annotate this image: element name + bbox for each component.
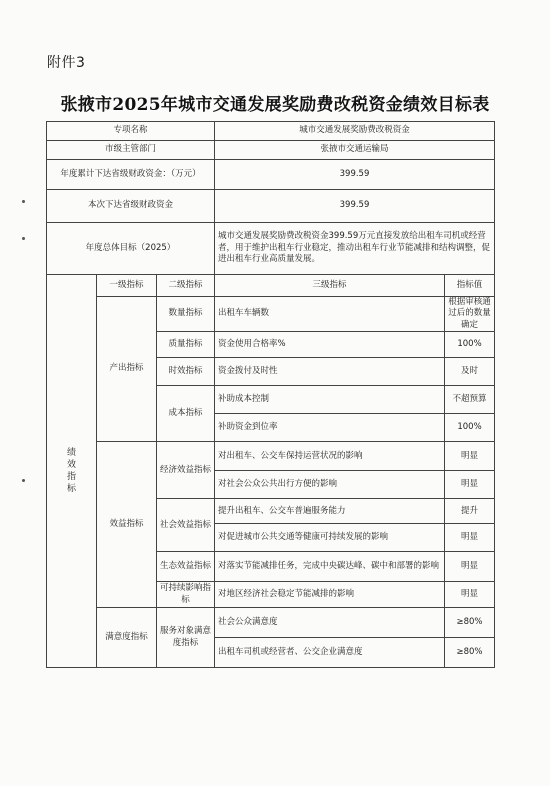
level2-timeliness: 时效指标 [157,358,215,386]
table-row [47,608,495,638]
table-row [47,190,495,223]
scan-speck [22,200,25,203]
annual-goal-label: 年度总体目标（2025） [47,223,215,275]
value-cell: 及时 [445,358,495,386]
level3-cell: 对地区经济社会稳定节能减排的影响 [215,582,445,608]
value-cell: 不超预算 [445,386,495,414]
level2-quality: 质量指标 [157,332,215,358]
group-benefit: 效益指标 [97,442,157,608]
value-cell: 根据审核通过后的数量确定 [445,297,495,332]
table-row [47,160,495,190]
project-name-label: 专项名称 [47,122,215,141]
level3-cell: 对出租车、公交车保持运营状况的影响 [215,442,445,471]
value-cell: 提升 [445,499,495,524]
header-level2: 二级指标 [157,275,215,297]
level2-social: 社会效益指标 [157,499,215,552]
current-funds-label: 本次下达省级财政资金 [47,190,215,223]
value-cell: 100% [445,414,495,442]
value-cell: 明显 [445,582,495,608]
value-cell: ≥80% [445,638,495,668]
group-output: 产出指标 [97,297,157,442]
level2-quantity: 数量指标 [157,297,215,332]
value-cell: 明显 [445,442,495,471]
level3-cell: 社会公众满意度 [215,608,445,638]
header-level3: 三级指标 [215,275,445,297]
level3-cell: 出租车车辆数 [215,297,445,332]
attachment-label: 附件3 [47,55,86,71]
level3-cell: 补助资金到位率 [215,414,445,442]
level2-cost: 成本指标 [157,386,215,442]
performance-target-table [46,121,495,668]
level2-economic: 经济效益指标 [157,442,215,499]
document-title: 张掖市2025年城市交通发展奖励费改税资金绩效目标表 [60,95,490,115]
header-value: 指标值 [445,275,495,297]
level2-service: 服务对象满意度指标 [157,608,215,668]
scan-speck [22,479,25,482]
level3-cell: 资金拨付及时性 [215,358,445,386]
value-cell: 100% [445,332,495,358]
level3-cell: 出租车司机或经营者、公交企业满意度 [215,638,445,668]
table-row [47,122,495,141]
table-row [47,275,495,297]
level3-cell: 对促进城市公共交通等健康可持续发展的影响 [215,524,445,552]
level3-cell: 提升出租车、公交车普遍服务能力 [215,499,445,524]
level2-sustainable: 可持续影响指标 [157,582,215,608]
group-satisfaction: 满意度指标 [97,608,157,668]
value-cell: 明显 [445,552,495,582]
value-cell: 明显 [445,471,495,499]
table-row [47,442,495,471]
current-funds-value: 399.59 [215,190,495,223]
cumulative-funds-label: 年度累计下达省级财政资金：（万元） [47,160,215,190]
level2-ecological: 生态效益指标 [157,552,215,582]
performance-indicators-label: 绩 效 指 标 [47,275,97,668]
level3-cell: 补助成本控制 [215,386,445,414]
cumulative-funds-value: 399.59 [215,160,495,190]
scan-speck [22,237,25,240]
annual-goal-value: 城市交通发展奖励费改税资金399.59万元直接发放给出租车司机或经营者，用于维护出租车行业稳定，推动出租车行业节能减排和结构调整，促进出租车行业高质量发展。 [215,223,495,275]
dept-value: 张掖市交通运输局 [215,141,495,160]
table-row [47,141,495,160]
level3-cell: 对落实节能减排任务，完成中央碳达峰、碳中和部署的影响 [215,552,445,582]
value-cell: 明显 [445,524,495,552]
table-row [47,223,495,275]
header-level1: 一级指标 [97,275,157,297]
value-cell: ≥80% [445,608,495,638]
project-name-value: 城市交通发展奖励费改税资金 [215,122,495,141]
dept-label: 市级主管部门 [47,141,215,160]
level3-cell: 资金使用合格率% [215,332,445,358]
level3-cell: 对社会公众公共出行方便的影响 [215,471,445,499]
table-row [47,297,495,332]
